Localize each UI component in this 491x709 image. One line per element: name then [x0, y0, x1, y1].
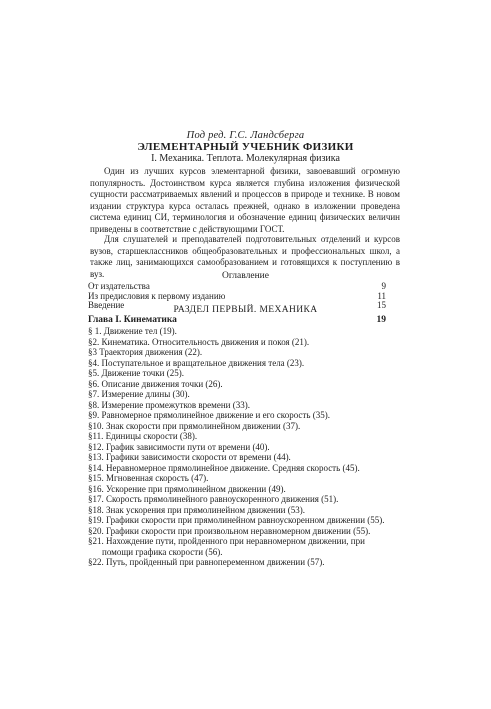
section-item: §5. Движение точки (25).: [88, 368, 184, 378]
section-item: §4. Поступательное и вращательное движения тела (23).: [88, 357, 305, 368]
section-item: §12. График зависимости пути от времени (40).: [88, 441, 270, 452]
chapter-label: Глава I. Кинематика: [88, 315, 177, 325]
intro-paragraph-2: Для слушателей и преподавателей подготовительных отделений и курсов вузов, старшеклассников общеобразовательных и профессиональных школ, а также лиц, занимающихся самообразованием и готовящихся к поступлению в вуз.: [90, 234, 400, 279]
section-item: § 1. Движение тел (19).: [88, 326, 177, 336]
chapter-heading: [88, 315, 386, 326]
section-item: §7. Измерение длины (30).: [88, 389, 190, 399]
section-item: §18. Знак ускорения при прямолинейном движении (53).: [88, 504, 305, 515]
toc-entry-page: 15: [377, 300, 386, 310]
chapter-page: 19: [376, 315, 386, 325]
section-item: §2. Кинематика. Относительность движения и покоя (21).: [88, 336, 310, 347]
intro-paragraph-1: Один из лучших курсов элементарной физики, завоевавший огромную популярность. Достоинством курса является глубина изложения физической сущности рассматриваемых явлений и процессов в природе и технике. В новом издании структура курса осталась прежней, однако в изложении проведена система единиц СИ, терминология и обозначение единиц физических величин приведены в соответствие с действующими ГОСТ.: [90, 166, 400, 234]
toc-entry-page: 11: [377, 290, 386, 301]
section-item: §20. Графики скорости при произвольном неравномерном движении (55).: [88, 525, 371, 536]
section-item: §11. Единицы скорости (38).: [88, 431, 198, 441]
section-item: §13. Графики зависимости скорости от времени (44).: [88, 452, 291, 462]
section-item: §22. Путь, пройденный при равнопеременном движении (57).: [88, 557, 325, 567]
section-item: §19. Графики скорости при прямолинейном равноускоренном движении (55).: [88, 515, 385, 525]
section-item: §6. Описание движения точки (26).: [88, 378, 223, 389]
section-item: §8. Измерение промежутков времени (33).: [88, 399, 250, 410]
toc-entry-page: 9: [381, 281, 386, 291]
section-item: §3 Траектория движения (22).: [88, 347, 203, 357]
section-item: §16. Ускорение при прямолинейном движении (49).: [88, 483, 286, 494]
book-title: ЭЛЕМЕНТАРНЫЙ УЧЕБНИК ФИЗИКИ: [137, 141, 354, 153]
book-subtitle: I. Механика. Теплота. Молекулярная физика: [151, 153, 340, 164]
section-item: §9. Равномерное прямолинейное движение и его скорость (35).: [88, 410, 330, 420]
toc-entry-label: Из предисловия к первому изданию: [88, 290, 226, 301]
section-item: §14. Неравномерное прямолинейное движение. Средняя скорость (45).: [88, 462, 360, 473]
section-item: §10. Знак скорости при прямолинейном движении (37).: [88, 420, 301, 431]
part-title: РАЗДЕЛ ПЕРВЫЙ. МЕХАНИКА: [173, 305, 318, 315]
toc-entry: [88, 292, 386, 302]
section-item: §21. Нахождение пути, пройденного при неравномерном движении, при помощи графика скорости (56).: [88, 536, 365, 557]
editor-line: Под ред. Г.С. Ландсберга: [186, 130, 305, 141]
toc-entry-label: Введение: [88, 300, 125, 310]
toc-entry-label: От издательства: [88, 281, 150, 291]
section-item: §15. Мгновенная скорость (47).: [88, 473, 209, 483]
toc-heading: Оглавление: [222, 271, 269, 281]
section-item: §17. Скорость прямолинейного равноускоренного движения (51).: [88, 494, 339, 504]
chapter-section-list: [88, 326, 388, 568]
